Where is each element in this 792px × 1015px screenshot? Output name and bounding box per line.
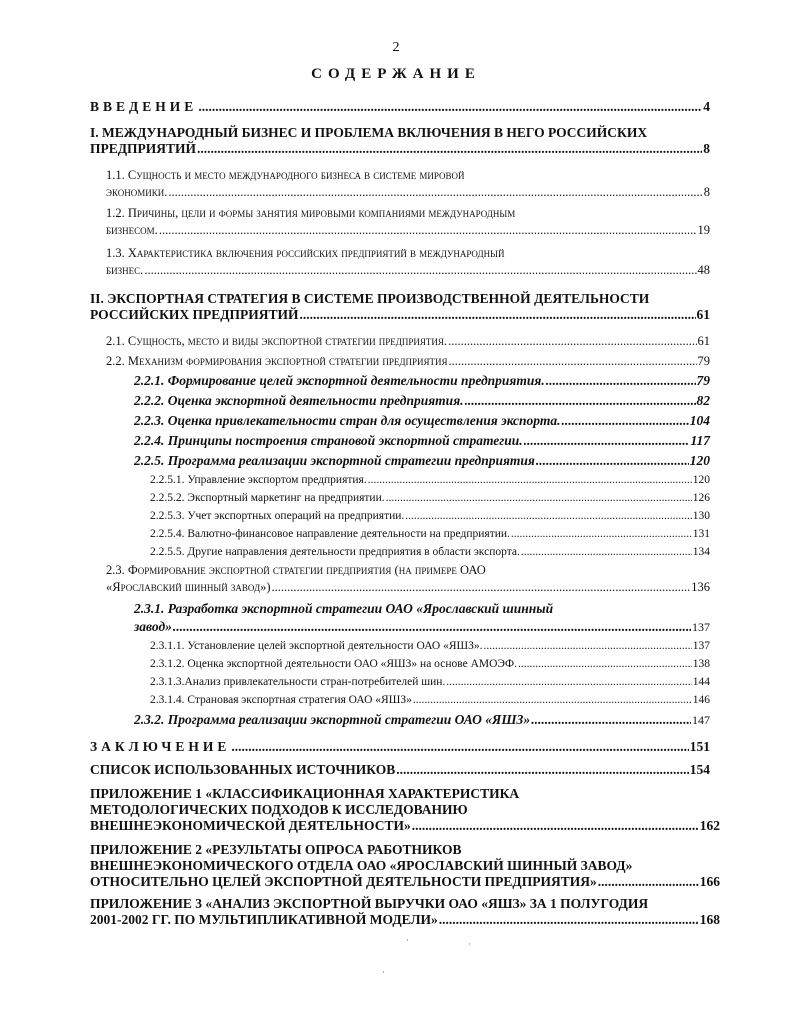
dot-leader [598, 874, 699, 890]
toc-entry-chapter-1-line1: I. МЕЖДУНАРОДНЫЙ БИЗНЕС И ПРОБЛЕМА ВКЛЮЧЕНИЯ В НЕГО РОССИЙСКИХ [90, 125, 648, 140]
toc-entry-1-3-line1: 1.3. Характеристика включения российских предприятий в международный [106, 246, 505, 260]
toc-title: СОДЕРЖАНИЕ [311, 66, 481, 82]
toc-entry-intro[interactable] [90, 99, 710, 115]
toc-entry-2-2-2[interactable] [134, 392, 710, 410]
toc-entry-2-2-5-text: 2.2.5. Программа реализации экспортной стратегии предприятия [134, 453, 535, 468]
toc-entry-appendix-3-line1: ПРИЛОЖЕНИЕ 3 «АНАЛИЗ ЭКСПОРТНОЙ ВЫРУЧКИ ОАО «ЯШЗ» ЗА 1 ПОЛУГОДИЯ [90, 896, 649, 911]
toc-entry-1-2-line2: бизнесом. [106, 223, 158, 237]
toc-entry-appendix-3-page: 168 [699, 912, 720, 927]
toc-entry-2-2-1[interactable] [134, 372, 710, 390]
dot-leader [368, 472, 692, 488]
toc-entry-chapter-2[interactable] [90, 291, 710, 323]
toc-entry-appendix-2-line2: ВНЕШНЕЭКОНОМИЧЕСКОГО ОТДЕЛА ОАО «ЯРОСЛАВСКИЙ ШИННЫЙ ЗАВОД» [90, 858, 633, 873]
toc-entry-appendix-1-page: 162 [699, 818, 720, 833]
toc-entry-1-3[interactable] [106, 245, 710, 279]
toc-entry-appendix-2-line1: ПРИЛОЖЕНИЕ 2 «РЕЗУЛЬТАТЫ ОПРОСА РАБОТНИКОВ [90, 842, 462, 857]
toc-entry-1-2-page: 19 [697, 223, 710, 237]
toc-entry-appendix-2[interactable] [90, 842, 720, 890]
dot-leader [168, 184, 702, 201]
toc-entry-2-3-2-page: 147 [692, 713, 710, 727]
toc-entry-2-3-1-4-text: 2.3.1.4. Страновая экспортная стратегия ОАО «ЯШЗ» [150, 694, 412, 706]
toc-entry-appendix-2-line3: ОТНОСИТЕЛЬНО ЦЕЛЕЙ ЭКСПОРТНОЙ ДЕЯТЕЛЬНОСТИ ПРЕДПРИЯТИЯ» [90, 874, 597, 889]
toc-entry-2-2-5-1-text: 2.2.5.1. Управление экспортом предприятия. [150, 474, 367, 486]
toc-entry-chapter-2-line2: РОССИЙСКИХ ПРЕДПРИЯТИЙ [90, 307, 299, 322]
toc-entry-1-2-line1: 1.2. Причины, цели и формы занятия мировыми компаниями международным [106, 206, 516, 220]
toc-entry-2-3-1-4[interactable] [150, 692, 710, 708]
toc-entry-2-3-line2: «Ярославский шинный завод») [106, 580, 271, 594]
toc-entry-2-2-2-text: 2.2.2. Оценка экспортной деятельности предприятия. [134, 393, 464, 408]
toc-entry-2-3-1-2[interactable] [150, 656, 710, 672]
dot-leader [448, 333, 696, 350]
toc-entry-appendix-1-line1: ПРИЛОЖЕНИЕ 1 «КЛАССИФИКАЦИОННАЯ ХАРАКТЕРИСТИКА [90, 786, 520, 801]
toc-entry-2-2-1-text: 2.2.1. Формирование целей экспортной деятельности предприятия. [134, 373, 545, 388]
dot-leader [536, 452, 689, 470]
toc-entry-1-2[interactable] [106, 205, 710, 239]
dot-leader [272, 579, 691, 596]
toc-entry-intro-text: ВВЕДЕНИЕ [90, 99, 198, 114]
toc-entry-2-2-5-4-page: 131 [692, 528, 710, 540]
dot-leader [518, 656, 692, 672]
toc-entry-conclusion[interactable] [90, 739, 710, 755]
toc-entry-2-3-1-4-page: 146 [692, 694, 710, 706]
toc-entry-2-2-5-3-page: 130 [692, 510, 710, 522]
dot-leader [511, 526, 692, 542]
toc-entry-chapter-2-line1: II. ЭКСПОРТНАЯ СТРАТЕГИЯ В СИСТЕМЕ ПРОИЗВОДСТВЕННОЙ ДЕЯТЕЛЬНОСТИ [90, 291, 650, 306]
toc-entry-2-2-5-3[interactable] [150, 508, 710, 524]
toc-entry-appendix-3[interactable] [90, 896, 720, 928]
toc-entry-2-3-1-line2: завод» [134, 619, 172, 634]
dot-leader [413, 692, 692, 708]
toc-entry-2-2-3[interactable] [134, 412, 710, 430]
toc-entry-1-3-line2: бизнес. [106, 263, 144, 277]
toc-entry-sources-page: 154 [689, 762, 710, 777]
dot-leader [396, 762, 689, 778]
toc-entry-appendix-1[interactable] [90, 786, 720, 834]
toc-entry-2-2-3-text: 2.2.3. Оценка привлекательности стран для осуществления экспорта. [134, 413, 561, 428]
toc-entry-2-2-4[interactable] [134, 432, 710, 450]
toc-entry-2-1[interactable] [106, 333, 710, 350]
toc-entry-appendix-3-line2: 2001-2002 ГГ. ПО МУЛЬТИПЛИКАТИВНОЙ МОДЕЛИ» [90, 912, 438, 927]
toc-entry-2-3-1-2-page: 138 [692, 658, 710, 670]
toc-entry-2-2-5-5[interactable] [150, 544, 710, 560]
toc-entry-2-3-1-2-text: 2.3.1.2. Оценка экспортной деятельности ОАО «ЯШЗ» на основе АМОЭФ. [150, 658, 518, 670]
dot-leader [465, 392, 696, 410]
toc-entry-2-3-1-1[interactable] [150, 638, 710, 654]
toc-entry-2-1-text: 2.1. Сущность, место и виды экспортной стратегии предприятия. [106, 334, 448, 348]
page-number: 2 [392, 40, 400, 55]
toc-entry-appendix-2-page: 166 [699, 874, 720, 889]
toc-entry-2-2-3-page: 104 [689, 413, 710, 428]
toc-entry-sources[interactable] [90, 762, 710, 778]
scan-speck: · [406, 936, 409, 945]
toc-entry-1-1-line1: 1.1. Сущность и место международного бизнеса в системе мировой [106, 168, 465, 182]
toc-entry-2-2-5-2[interactable] [150, 490, 710, 506]
toc-entry-2-2-5-2-text: 2.2.5.2. Экспортный маркетинг на предприятии. [150, 492, 385, 504]
toc-entry-1-3-page: 48 [697, 263, 710, 277]
toc-entry-2-2-5-4[interactable] [150, 526, 710, 542]
toc-entry-2-2-5-5-page: 134 [692, 546, 710, 558]
dot-leader [531, 711, 691, 729]
toc-entry-2-3-1-3-page: 144 [692, 676, 710, 688]
dot-leader [484, 638, 692, 654]
toc-entry-2-3-1-page: 137 [692, 620, 710, 634]
toc-entry-chapter-1-line2: ПРЕДПРИЯТИЙ [90, 141, 197, 156]
scan-speck: · [382, 968, 385, 977]
toc-entry-2-2-5-1-page: 120 [692, 474, 710, 486]
dot-leader [197, 141, 702, 157]
toc-entry-2-3-2[interactable] [134, 711, 710, 729]
toc-entry-2-2-4-page: 117 [690, 433, 710, 448]
toc-entry-2-2-5-3-text: 2.2.5.3. Учет экспортных операций на предприятии. [150, 510, 405, 522]
dot-leader [386, 490, 692, 506]
dot-leader [144, 262, 696, 279]
toc-entry-2-3-1-1-page: 137 [692, 640, 710, 652]
toc-entry-2-2-5-page: 120 [689, 453, 710, 468]
toc-entry-2-2-text: 2.2. Механизм формирования экспортной стратегии предприятия [106, 354, 448, 368]
toc-entry-2-3-1-1-text: 2.3.1.1. Установление целей экспортной деятельности ОАО «ЯШЗ». [150, 640, 483, 652]
toc-entry-2-3[interactable] [106, 562, 710, 596]
toc-entry-1-1-line2: экономики. [106, 185, 168, 199]
dot-leader [521, 544, 692, 560]
dot-leader [449, 353, 697, 370]
toc-entry-chapter-2-page: 61 [696, 307, 710, 322]
toc-entry-sources-text: СПИСОК ИСПОЛЬЗОВАННЫХ ИСТОЧНИКОВ [90, 762, 396, 777]
dot-leader [159, 222, 697, 239]
toc-entry-2-3-1[interactable] [134, 600, 710, 636]
toc-entry-2-3-1-line1: 2.3.1. Разработка экспортной стратегии ОАО «Ярославский шинный [134, 601, 554, 616]
toc-entry-2-2-5-4-text: 2.2.5.4. Валютно-финансовое направление деятельности на предприятии. [150, 528, 510, 540]
toc-entry-2-2-5-5-text: 2.2.5.5. Другие направления деятельности предприятия в области экспорта. [150, 546, 520, 558]
toc-entry-conclusion-page: 151 [689, 739, 710, 754]
toc-entry-2-2-5[interactable] [134, 452, 710, 470]
toc-entry-chapter-1[interactable] [90, 125, 710, 157]
toc-entry-2-3-line1: 2.3. Формирование экспортной стратегии предприятия (на примере ОАО [106, 563, 486, 577]
toc-entry-intro-page: 4 [703, 99, 710, 114]
toc-entry-2-2-2-page: 82 [696, 393, 710, 408]
toc-entry-2-3-2-text: 2.3.2. Программа реализации экспортной стратегии ОАО «ЯШЗ» [134, 712, 531, 727]
scan-speck: · [468, 940, 471, 949]
toc-entry-2-3-1-3-text: 2.3.1.3.Анализ привлекательности стран-потребителей шин. [150, 676, 446, 688]
dot-leader [405, 508, 691, 524]
toc-entry-2-3-1-3[interactable] [150, 674, 710, 690]
toc-entry-2-2-page: 79 [697, 354, 710, 368]
toc-entry-conclusion-text: ЗАКЛЮЧЕНИЕ [90, 739, 231, 754]
dot-leader [561, 412, 688, 430]
toc-entry-2-3-page: 136 [691, 580, 710, 594]
toc-entry-appendix-1-line3: ВНЕШНЕЭКОНОМИЧЕСКОЙ ДЕЯТЕЛЬНОСТИ» [90, 818, 411, 833]
dot-leader [173, 618, 691, 636]
dot-leader [412, 818, 699, 834]
dot-leader [546, 372, 696, 390]
toc-entry-2-2-5-1[interactable] [150, 472, 710, 488]
toc-entry-2-2-5-2-page: 126 [692, 492, 710, 504]
toc-entry-2-2-4-text: 2.2.4. Принципы построения страновой экспортной стратегии. [134, 433, 523, 448]
dot-leader [446, 674, 691, 690]
toc-entry-2-2[interactable] [106, 353, 710, 370]
dot-leader [300, 307, 696, 323]
toc-entry-2-1-page: 61 [697, 334, 710, 348]
dot-leader [231, 739, 688, 755]
toc-entry-1-1-page: 8 [703, 185, 710, 199]
toc-entry-1-1[interactable] [106, 167, 710, 201]
toc-entry-2-2-1-page: 79 [696, 373, 710, 388]
dot-leader [439, 912, 699, 928]
toc-entry-appendix-1-line2: МЕТОДОЛОГИЧЕСКИХ ПОДХОДОВ К ИССЛЕДОВАНИЮ [90, 802, 468, 817]
toc-entry-chapter-1-page: 8 [703, 141, 710, 156]
dot-leader [198, 99, 702, 115]
dot-leader [524, 432, 690, 450]
